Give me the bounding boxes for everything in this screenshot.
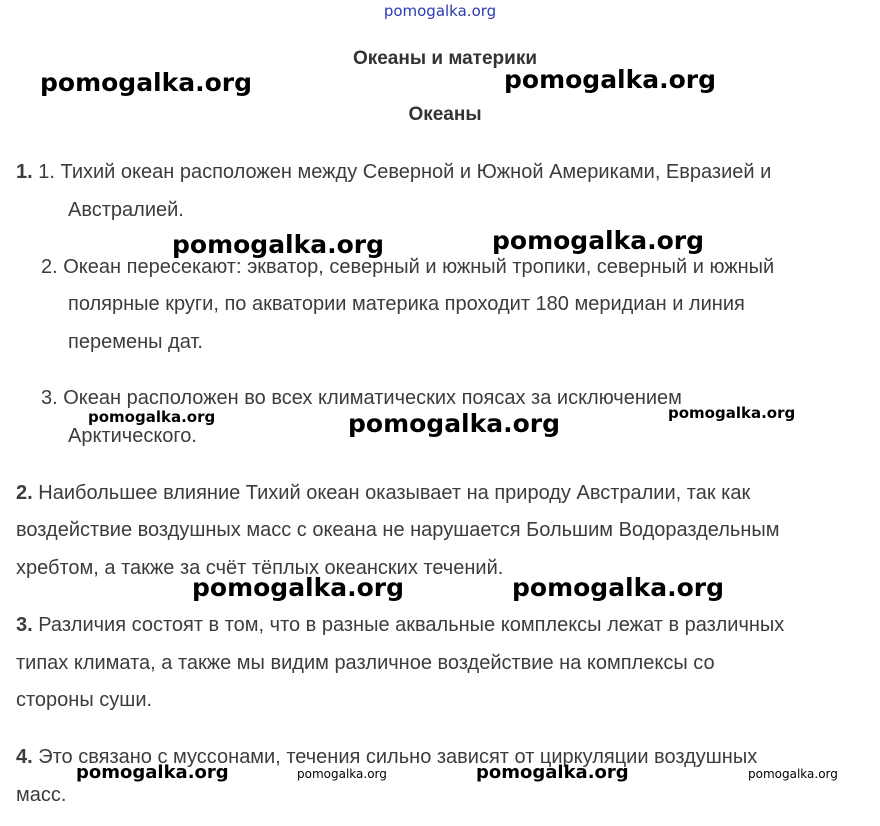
answer-line <box>16 482 750 505</box>
answer-line: хребтом, а также за счёт тёплых океанских течений. <box>16 557 504 579</box>
watermark: pomogalka.org <box>504 65 717 94</box>
page-title: Океаны и материки <box>352 48 538 69</box>
watermark: pomogalka.org <box>348 409 561 438</box>
answer-line: Арктического. <box>68 425 197 447</box>
answer-number: 4. <box>16 746 33 768</box>
answer-line: масс. <box>16 784 67 806</box>
answer-line <box>16 161 771 184</box>
answer-text: Наибольшее влияние Тихий океан оказывает на природу Австралии, так как <box>38 482 751 504</box>
answer-text: Различия состоят в том, что в разные аквальные комплексы лежат в различных <box>38 614 785 636</box>
answer-line: 2. Океан пересекают: экватор, северный и южный тропики, северный и южный <box>41 256 775 278</box>
watermark: pomogalka.org <box>76 762 229 783</box>
watermark: pomogalka.org <box>748 767 838 781</box>
answer-number: 2. <box>16 482 33 504</box>
answer-line: типах климата, а также мы видим различное воздействие на комплексы со <box>16 652 715 674</box>
answer-line: воздействие воздушных масс с океана не нарушается Большим Водораздельным <box>16 519 780 541</box>
answer-text: Это связано с муссонами, течения сильно зависят от циркуляции воздушных <box>38 746 758 768</box>
watermark: pomogalka.org <box>40 68 253 97</box>
watermark: pomogalka.org <box>512 573 725 602</box>
watermark: pomogalka.org <box>492 226 705 255</box>
watermark: pomogalka.org <box>476 762 629 783</box>
answer-number: 3. <box>16 614 33 636</box>
answer-line: перемены дат. <box>68 331 203 353</box>
answer-line: полярные круги, по акватории материка проходит 180 меридиан и линия <box>68 293 745 315</box>
answer-line: 3. Океан расположен во всех климатических поясах за исключением <box>41 387 682 409</box>
section-title: Океаны <box>408 104 482 125</box>
watermark: pomogalka.org <box>172 230 385 259</box>
watermark: pomogalka.org <box>88 408 216 426</box>
site-link[interactable]: pomogalka.org <box>383 2 497 20</box>
answer-line: стороны суши. <box>16 689 153 711</box>
watermark: pomogalka.org <box>297 767 387 781</box>
answer-text: 1. Тихий океан расположен между Северной и Южной Америками, Евразией и <box>38 161 772 183</box>
answer-line <box>16 614 784 637</box>
watermark: pomogalka.org <box>668 404 796 422</box>
answer-line: Австралией. <box>68 199 184 221</box>
answer-number: 1. <box>16 161 33 183</box>
watermark: pomogalka.org <box>192 573 405 602</box>
